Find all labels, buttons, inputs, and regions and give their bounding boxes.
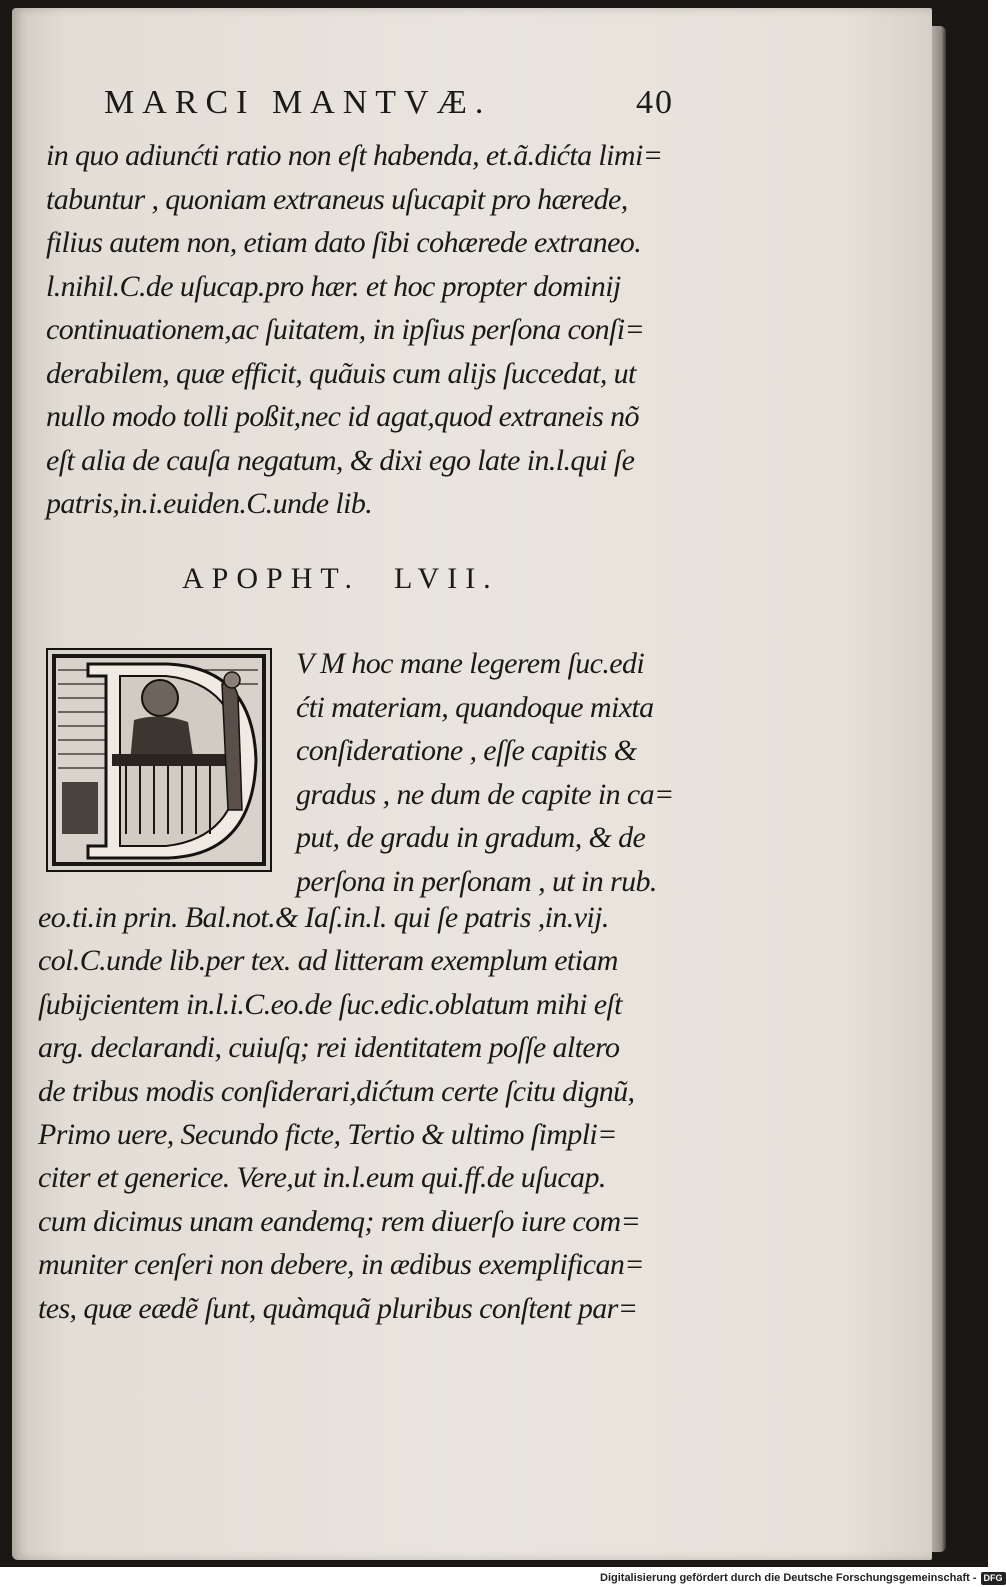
- text-line: Primo uere, Secundo ficte, Tertio & ultimo ſimpli=: [38, 1118, 617, 1152]
- text-line: conſideratione , eſſe capitis &: [296, 734, 637, 768]
- digitization-credit: [600, 1569, 1006, 1587]
- text-line: in quo adiunćti ratio non eſt habenda, et.ã.dićta limi=: [46, 139, 663, 172]
- heading-label: APOPHT.: [182, 562, 360, 595]
- text-line: ćti materiam, quandoque mixta: [296, 690, 654, 724]
- section-heading: [182, 562, 499, 596]
- text-line: muniter cenſeri non debere, in ædibus exemplifican=: [38, 1248, 644, 1282]
- text-line: l.nihil.C.de uſucap.pro hær. et hoc propter dominij: [46, 269, 621, 303]
- text-line: filius autem non, etiam dato ſibi cohærede extraneo.: [46, 226, 642, 259]
- text-line: tes, quæ eædẽ ſunt, quàmquã pluribus conſtent par=: [38, 1291, 638, 1325]
- text-line: gradus , ne dum de capite in ca=: [296, 777, 674, 811]
- text-line: cum dicimus unam eandemq; rem diuerſo iure com=: [38, 1204, 641, 1238]
- woodcut-initial: [46, 648, 272, 872]
- paragraph-continuation: [46, 134, 662, 526]
- dfg-logo: DFG: [981, 1572, 1006, 1585]
- folio-number: 40: [636, 84, 674, 121]
- text-line: patris,in.i.euiden.C.unde lib.: [46, 487, 373, 520]
- text-line: eſt alia de cauſa negatum, & dixi ego late in.l.qui ſe: [46, 443, 635, 477]
- text-line: tabuntur , quoniam extraneus uſucapit pro hærede,: [46, 182, 628, 216]
- running-head: [104, 84, 704, 130]
- text-line: continuationem,ac ſuitatem, in ipſius perſona conſi=: [46, 313, 645, 346]
- heading-number: LVII.: [393, 562, 499, 595]
- credit-text: Digitalisierung gefördert durch die Deutsche Forschungsgemeinschaft -: [600, 1572, 977, 1584]
- page-edge: [930, 26, 946, 1552]
- text-line: col.C.unde lib.per tex. ad litteram exemplum etiam: [38, 944, 618, 978]
- text-line: derabilem, quæ efficit, quãuis cum alijs ſuccedat, ut: [46, 356, 636, 390]
- text-line: citer et generice. Vere,ut in.l.eum qui.ff.de uſucap.: [38, 1161, 606, 1195]
- text-line: V M hoc mane legerem ſuc.edi: [296, 647, 645, 680]
- text-line: ſubijcientem in.l.i.C.eo.de ſuc.edic.oblatum mihi eſt: [38, 987, 622, 1021]
- text-line: perſona in perſonam , ut in rub.: [296, 864, 657, 898]
- paragraph-body: [38, 896, 644, 1330]
- text-line: nullo modo tolli poßit,nec id agat,quod extraneis nõ: [46, 400, 639, 433]
- text-line: arg. declarandi, cuiuſq; rei identitatem poſſe altero: [38, 1031, 620, 1065]
- paragraph-opening: [296, 642, 674, 904]
- text-line: de tribus modis conſiderari,dićtum certe ſcitu dignũ,: [38, 1074, 635, 1108]
- text-line: eo.ti.in prin. Bal.not.& Iaſ.in.l. qui ſe patris ,in.vij.: [38, 901, 609, 934]
- woodcut-initial-illustration: [48, 650, 270, 870]
- running-head-title: MARCI MANTVÆ.: [104, 84, 492, 121]
- text-line: put, de gradu in gradum, & de: [296, 821, 646, 855]
